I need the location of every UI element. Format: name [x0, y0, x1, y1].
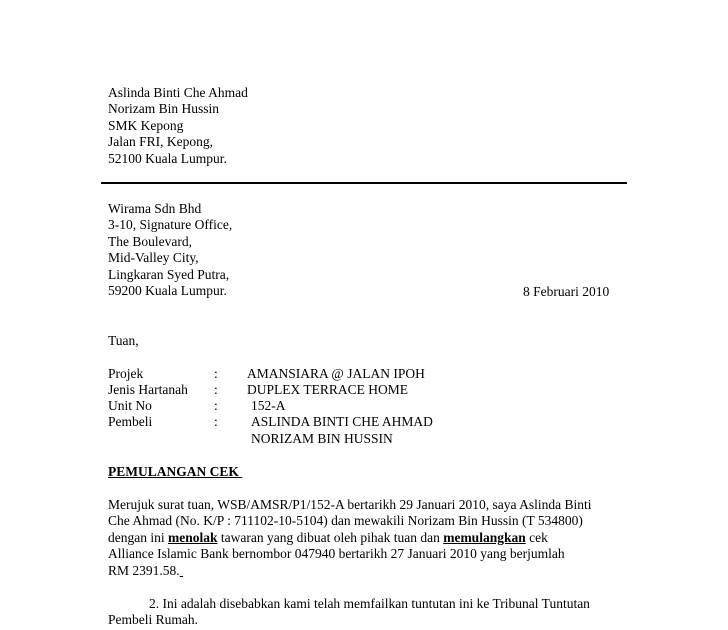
recipient-address [108, 201, 232, 299]
subject-heading: PEMULANGAN CEK [108, 464, 243, 479]
paragraph-line: 2. Ini adalah disebabkan kami telah memfailkan tuntutan ini ke Tribunal Tuntutan [149, 596, 590, 611]
detail-value: AMANSIARA @ JALAN IPOH [247, 366, 425, 381]
detail-separator: : [214, 382, 218, 397]
sender-address [108, 85, 248, 167]
recipient-line: 59200 Kuala Lumpur. [108, 283, 227, 299]
detail-label: Unit No [108, 398, 152, 413]
paragraph-1 [108, 497, 628, 579]
header-divider [101, 182, 627, 184]
underline-run [180, 563, 183, 578]
sender-line: Norizam Bin Hussin [108, 101, 219, 117]
paragraph-line: Alliance Islamic Bank bernombor 047940 bertarikh 27 Januari 2010 yang berjumlah [108, 546, 565, 562]
detail-value: ASLINDA BINTI CHE AHMAD [251, 414, 433, 429]
sender-line: Jalan FRI, Kepong, [108, 134, 213, 150]
sender-line: 52100 Kuala Lumpur. [108, 150, 227, 166]
paragraph-line: Che Ahmad (No. K/P : 711102-10-5104) dan mewakili Norizam Bin Hussin (T 534800) [108, 513, 583, 529]
letter-date: 8 Februari 2010 [523, 284, 610, 299]
detail-label: Pembeli [108, 414, 153, 429]
recipient-line: Wirama Sdn Bhd [108, 201, 202, 216]
paragraph-line [108, 530, 628, 546]
recipient-line: The Boulevard, [108, 233, 192, 249]
emphasis-menolak: menolak [168, 529, 218, 545]
salutation: Tuan, [108, 333, 139, 348]
sender-line: Aslinda Binti Che Ahmad [108, 85, 248, 100]
detail-value: NORIZAM BIN HUSSIN [251, 431, 393, 446]
sender-line: SMK Kepong [108, 117, 184, 133]
paragraph-2 [108, 596, 590, 629]
detail-label: Jenis Hartanah [108, 382, 188, 397]
text-run: RM 2391.58. [108, 562, 180, 578]
detail-separator: : [214, 414, 218, 429]
emphasis-memulangkan: memulangkan [443, 529, 526, 545]
paragraph-line: Merujuk surat tuan, WSB/AMSR/P1/152-A bertarikh 29 Januari 2010, saya Aslinda Binti [108, 497, 592, 512]
detail-separator: : [214, 366, 218, 381]
text-run: tawaran yang dibuat oleh pihak tuan dan [217, 529, 444, 545]
paragraph-line: Pembeli Rumah. [108, 612, 198, 628]
detail-label: Projek [108, 366, 144, 381]
text-run: dengan ini [108, 529, 168, 545]
detail-value: DUPLEX TERRACE HOME [247, 382, 409, 397]
recipient-line: 3-10, Signature Office, [108, 217, 233, 233]
recipient-line: Mid-Valley City, [108, 250, 199, 266]
detail-value: 152-A [251, 398, 286, 413]
text-run: cek [525, 529, 548, 545]
recipient-line: Lingkaran Syed Putra, [108, 266, 230, 282]
paragraph-line [108, 563, 628, 579]
detail-separator: : [214, 398, 218, 413]
